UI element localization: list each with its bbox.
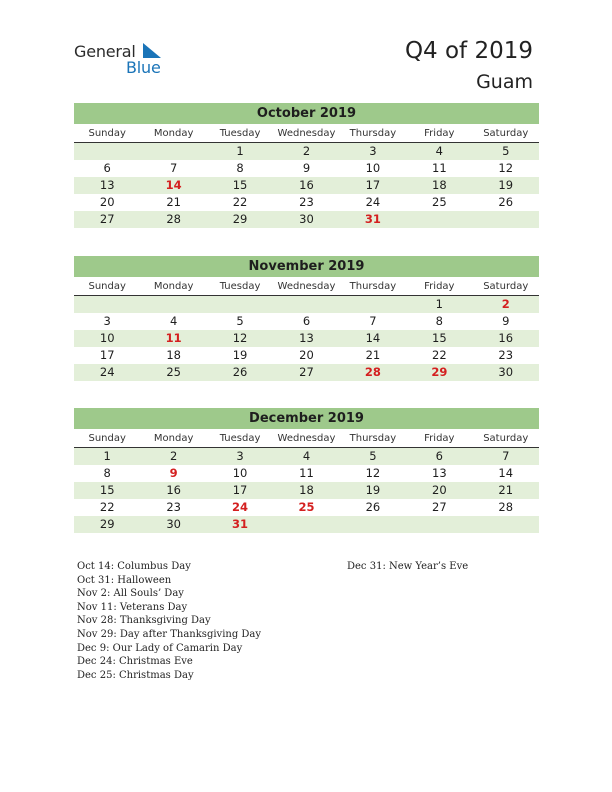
weekday-label: Wednesday bbox=[277, 433, 336, 444]
date-cell: 8 bbox=[435, 314, 443, 328]
holiday-date: 11 bbox=[165, 331, 182, 345]
week-row bbox=[74, 330, 539, 347]
date-cell: 10 bbox=[365, 161, 381, 175]
date-cell: 3 bbox=[369, 144, 377, 158]
weekday-label: Friday bbox=[424, 433, 455, 444]
month-title: December 2019 bbox=[74, 408, 539, 429]
date-cell: 20 bbox=[99, 195, 115, 209]
weekday-label: Thursday bbox=[349, 128, 397, 139]
date-cell: 22 bbox=[432, 348, 447, 362]
week-row bbox=[74, 211, 539, 228]
date-cell: 16 bbox=[299, 178, 314, 192]
date-cell: 30 bbox=[166, 517, 181, 531]
date-cell: 18 bbox=[299, 483, 314, 497]
date-cell: 21 bbox=[498, 483, 514, 497]
date-cell: 22 bbox=[99, 500, 115, 514]
date-cell: 17 bbox=[365, 178, 381, 192]
date-cell: 2 bbox=[169, 449, 178, 463]
weekday-header-row bbox=[74, 278, 539, 296]
date-cell: 19 bbox=[232, 348, 248, 362]
week-row bbox=[74, 160, 539, 177]
date-cell: 1 bbox=[236, 144, 244, 158]
date-cell: 11 bbox=[432, 161, 447, 175]
month-title: November 2019 bbox=[74, 256, 539, 277]
logo-general-text: General bbox=[74, 42, 136, 61]
empty-cell bbox=[140, 143, 206, 160]
date-cell: 25 bbox=[432, 195, 447, 209]
date-cell: 5 bbox=[236, 314, 244, 328]
date-cell: 11 bbox=[299, 466, 314, 480]
date-cell: 1 bbox=[435, 297, 443, 311]
week-row bbox=[74, 516, 539, 533]
date-cell: 6 bbox=[435, 449, 443, 463]
holiday-date: 24 bbox=[232, 500, 249, 514]
date-cell: 13 bbox=[432, 466, 447, 480]
date-cell: 6 bbox=[302, 314, 311, 328]
week-row bbox=[74, 143, 539, 160]
week-row bbox=[74, 177, 539, 194]
date-cell: 28 bbox=[498, 500, 514, 514]
date-cell: 6 bbox=[103, 161, 111, 175]
holiday-date: 31 bbox=[364, 212, 381, 226]
weekday-label: Tuesday bbox=[219, 128, 261, 139]
date-cell: 14 bbox=[365, 331, 381, 345]
date-cell: 4 bbox=[169, 314, 178, 328]
date-cell: 13 bbox=[99, 178, 115, 192]
date-cell: 5 bbox=[369, 449, 377, 463]
date-cell: 24 bbox=[365, 195, 381, 209]
date-cell: 1 bbox=[103, 449, 111, 463]
date-cell: 20 bbox=[432, 483, 447, 497]
holiday-note: Nov 11: Veterans Day bbox=[77, 601, 188, 613]
empty-cell bbox=[473, 516, 539, 533]
weekday-label: Monday bbox=[153, 128, 194, 139]
date-cell: 19 bbox=[498, 178, 514, 192]
holiday-date: 9 bbox=[169, 466, 178, 480]
holiday-notes-left bbox=[77, 560, 261, 682]
week-row bbox=[74, 482, 539, 499]
date-cell: 18 bbox=[166, 348, 181, 362]
date-cell: 10 bbox=[232, 466, 248, 480]
month-calendar bbox=[74, 256, 539, 381]
holiday-note: Dec 25: Christmas Day bbox=[77, 669, 194, 681]
date-cell: 25 bbox=[166, 365, 181, 379]
date-cell: 27 bbox=[432, 500, 447, 514]
holiday-date: 25 bbox=[298, 500, 315, 514]
weekday-header-row bbox=[74, 430, 539, 448]
weekday-label: Monday bbox=[153, 433, 194, 444]
empty-cell bbox=[74, 296, 140, 313]
empty-cell bbox=[406, 211, 472, 228]
date-cell: 7 bbox=[369, 314, 377, 328]
weekday-label: Sunday bbox=[88, 281, 126, 292]
holiday-date: 2 bbox=[501, 297, 510, 311]
date-cell: 27 bbox=[299, 365, 314, 379]
date-cell: 16 bbox=[166, 483, 181, 497]
empty-cell bbox=[74, 143, 140, 160]
holiday-note: Oct 31: Halloween bbox=[77, 574, 172, 586]
weekday-label: Sunday bbox=[88, 128, 126, 139]
date-cell: 29 bbox=[99, 517, 115, 531]
month-calendar bbox=[74, 408, 539, 533]
weekday-header-row bbox=[74, 125, 539, 143]
date-cell: 12 bbox=[232, 331, 248, 345]
date-cell: 17 bbox=[99, 348, 115, 362]
empty-cell bbox=[340, 516, 406, 533]
date-cell: 4 bbox=[302, 449, 311, 463]
holiday-note: Nov 29: Day after Thanksgiving Day bbox=[77, 628, 262, 640]
page-title: Q4 of 2019 bbox=[404, 38, 533, 64]
weekday-label: Saturday bbox=[483, 433, 529, 444]
empty-cell bbox=[340, 296, 406, 313]
weekday-label: Saturday bbox=[483, 281, 529, 292]
weekday-label: Tuesday bbox=[219, 281, 261, 292]
date-cell: 15 bbox=[99, 483, 115, 497]
holiday-note: Dec 9: Our Lady of Camarin Day bbox=[77, 642, 243, 654]
date-cell: 21 bbox=[365, 348, 381, 362]
weekday-label: Wednesday bbox=[277, 281, 336, 292]
date-cell: 7 bbox=[502, 449, 510, 463]
date-cell: 27 bbox=[99, 212, 115, 226]
weekday-label: Wednesday bbox=[277, 128, 336, 139]
empty-cell bbox=[207, 296, 273, 313]
holiday-date: 29 bbox=[431, 365, 448, 379]
empty-cell bbox=[273, 296, 339, 313]
week-row bbox=[74, 364, 539, 381]
date-cell: 9 bbox=[502, 314, 510, 328]
region-name: Guam bbox=[476, 71, 533, 93]
holiday-note: Dec 24: Christmas Eve bbox=[77, 656, 193, 668]
weekday-label: Friday bbox=[424, 281, 455, 292]
date-cell: 19 bbox=[365, 483, 381, 497]
holiday-note: Dec 31: New Year’s Eve bbox=[347, 561, 469, 572]
weekday-label: Monday bbox=[153, 281, 194, 292]
date-cell: 5 bbox=[502, 144, 510, 158]
week-row bbox=[74, 194, 539, 211]
date-cell: 23 bbox=[498, 348, 514, 362]
logo-triangle-icon bbox=[141, 43, 161, 59]
week-row bbox=[74, 448, 539, 465]
date-cell: 23 bbox=[166, 500, 181, 514]
weekday-label: Thursday bbox=[349, 433, 397, 444]
date-cell: 3 bbox=[236, 449, 244, 463]
date-cell: 8 bbox=[103, 466, 111, 480]
generalblue-logo bbox=[74, 42, 174, 82]
date-cell: 4 bbox=[435, 144, 443, 158]
month-title: October 2019 bbox=[74, 103, 539, 124]
date-cell: 7 bbox=[169, 161, 178, 175]
date-cell: 9 bbox=[302, 161, 311, 175]
weekday-label: Friday bbox=[424, 128, 455, 139]
week-row bbox=[74, 296, 539, 313]
holiday-date: 14 bbox=[165, 178, 182, 192]
date-cell: 21 bbox=[166, 195, 181, 209]
date-cell: 22 bbox=[232, 195, 248, 209]
holiday-note: Nov 28: Thanksgiving Day bbox=[77, 615, 211, 627]
date-cell: 15 bbox=[432, 331, 447, 345]
date-cell: 18 bbox=[432, 178, 447, 192]
empty-cell bbox=[473, 211, 539, 228]
empty-cell bbox=[406, 516, 472, 533]
logo-blue-text: Blue bbox=[126, 58, 161, 77]
date-cell: 13 bbox=[299, 331, 314, 345]
week-row bbox=[74, 313, 539, 330]
month-calendar bbox=[74, 103, 539, 228]
date-cell: 12 bbox=[365, 466, 381, 480]
date-cell: 8 bbox=[236, 161, 244, 175]
date-cell: 29 bbox=[232, 212, 248, 226]
date-cell: 2 bbox=[302, 144, 311, 158]
holiday-date: 28 bbox=[364, 365, 381, 379]
date-cell: 30 bbox=[498, 365, 514, 379]
date-cell: 26 bbox=[498, 195, 514, 209]
date-cell: 24 bbox=[99, 365, 115, 379]
date-cell: 15 bbox=[232, 178, 248, 192]
date-cell: 16 bbox=[498, 331, 514, 345]
empty-cell bbox=[273, 516, 339, 533]
empty-cell bbox=[140, 296, 206, 313]
holiday-note: Oct 14: Columbus Day bbox=[77, 561, 191, 572]
date-cell: 23 bbox=[299, 195, 314, 209]
date-cell: 17 bbox=[232, 483, 248, 497]
date-cell: 20 bbox=[299, 348, 314, 362]
week-row bbox=[74, 499, 539, 516]
date-cell: 28 bbox=[166, 212, 181, 226]
weekday-label: Sunday bbox=[88, 433, 126, 444]
week-row bbox=[74, 465, 539, 482]
date-cell: 30 bbox=[299, 212, 314, 226]
date-cell: 26 bbox=[232, 365, 248, 379]
holiday-date: 31 bbox=[232, 517, 249, 531]
weekday-label: Thursday bbox=[349, 281, 397, 292]
date-cell: 14 bbox=[498, 466, 514, 480]
date-cell: 3 bbox=[103, 314, 111, 328]
weekday-label: Saturday bbox=[483, 128, 529, 139]
week-row bbox=[74, 347, 539, 364]
date-cell: 10 bbox=[99, 331, 115, 345]
holiday-note: Nov 2: All Souls’ Day bbox=[77, 588, 184, 600]
weekday-label: Tuesday bbox=[219, 433, 261, 444]
date-cell: 12 bbox=[498, 161, 514, 175]
holiday-notes-right bbox=[347, 560, 468, 574]
date-cell: 26 bbox=[365, 500, 381, 514]
